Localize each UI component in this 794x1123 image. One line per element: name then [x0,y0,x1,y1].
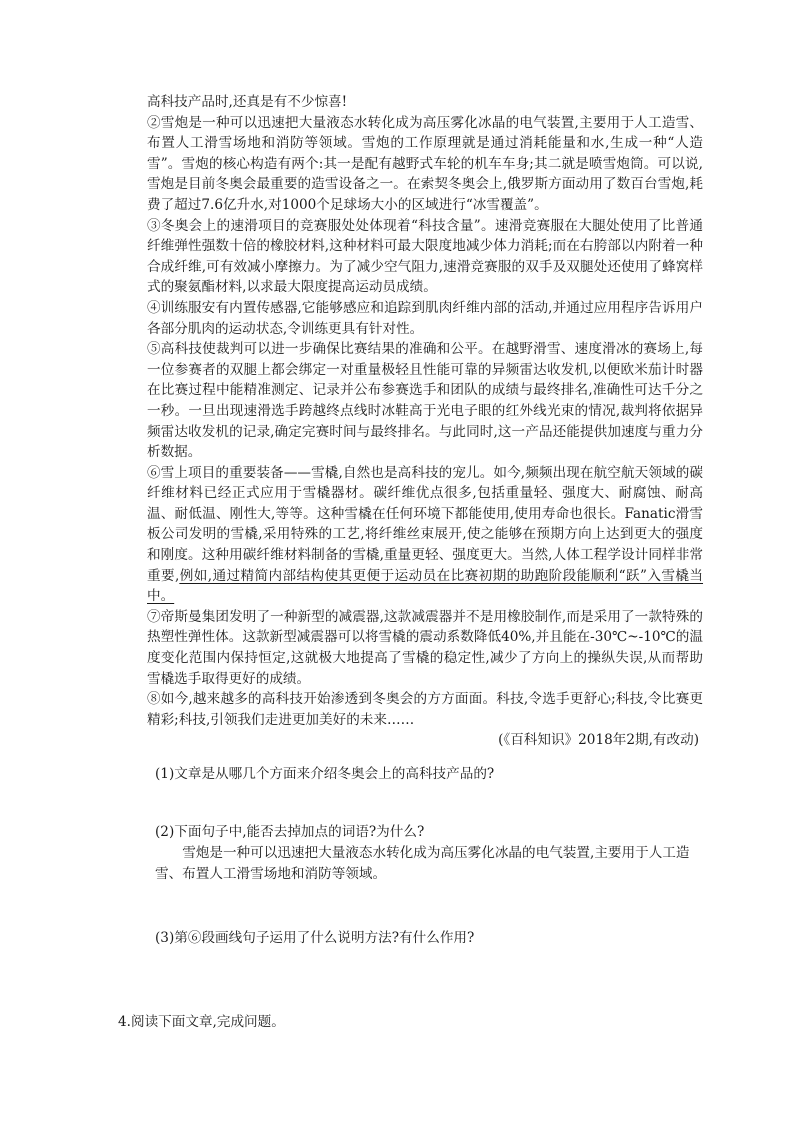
question-3 [155,928,700,949]
paragraph-5: ⑤高科技使裁判可以进一步确保比赛结果的准确和公平。在越野滑雪、速度滑冰的赛场上,每一位参赛者的双腿上都会绑定一对重量极轻且性能可靠的异频雷达收发机,以便欧米茄计时器在比赛过程中能精准测定、记录并公布参赛选手和团队的成绩与最终排名,准确性可达千分之一秒。一旦出现速滑选手跨越终点线时冰鞋高于光电子眼的红外线光束的情况,裁判将依据异频雷达收发机的记录,确定完赛时间与最终排名。与此同时,这一产品还能提供加速度与重力分析数据。 [147,341,703,461]
paragraph-1-tail: 高科技产品时,还真是有不少惊喜! [147,94,348,110]
question-2 [155,822,700,885]
next-task-heading: 4.阅读下面文章,完成问题。 [118,1014,285,1030]
article-body [147,92,703,751]
question-1 [155,764,700,785]
paragraph-3: ③冬奥会上的速滑项目的竞赛服处处体现着“科技含量”。速滑竞赛服在大腿处使用了比普通纤维弹性强数十倍的橡胶材料,这种材料可最大限度地减少体力消耗;而在右胯部以内附着一种合成纤维,可有效减小摩擦力。为了减少空气阻力,速滑竞赛服的双手及双腿处还使用了蜂窝样式的聚氨酯材料,以求最大限度提高运动员成绩。 [147,217,703,296]
paragraph-7: ⑦帝斯曼集团发明了一种新型的减震器,这款减震器并不是用橡胶制作,而是采用了一款特殊的热塑性弹性体。这款新型减震器可以将雪橇的震动系数降低40%,并且能在-30℃~-10℃的温度变化范围内保持恒定,这就极大地提高了雪橇的稳定性,减少了方向上的操纵失误,从而帮助雪橇选手取得更好的成绩。 [147,608,703,687]
paragraph-2: ②雪炮是一种可以迅速把大量液态水转化成为高压雾化冰晶的电气装置,主要用于人工造雪、布置人工滑雪场地和消防等领域。雪炮的工作原理就是通过消耗能量和水,生成一种“人造雪”。雪炮的核心构造有两个:其一是配有越野式车轮的机车车身;其二就是喷雪炮筒。可以说,雪炮是目前冬奥会最重要的造雪设备之一。在索契冬奥会上,俄罗斯方面动用了数百台雪炮,耗费了超过7.6亿升水,对1000个足球场大小的区域进行“冰雪覆盖”。 [147,114,703,213]
paragraph-4: ④训练服安有内置传感器,它能够感应和追踪到肌肉纤维内部的活动,并通过应用程序告诉用户各部分肌肉的运动状态,令训练更具有针对性。 [147,299,703,337]
question-3-text: (3)第⑥段画线句子运用了什么说明方法?有什么作用? [155,930,475,946]
paragraph-6-text: ⑥雪上项目的重要装备——雪橇,自然也是高科技的宠儿。如今,频频出现在航空航天领域的碳纤维材料已经正式应用于雪橇器材。碳纤维优点很多,包括重量轻、强度大、耐腐蚀、耐高温、耐低温、刚性大,等等。这种雪橇在任何环境下都能使用,使用寿命也很长。Fanatic滑雪板公司发明的雪橇,采用特殊的工艺,将纤维丝束展开,使之能够在预期方向上达到更大的强度和刚度。这种用碳纤维材料制备的雪橇,重量更轻、强度更大。当然,人体工程学设计同样非常重要, [147,464,703,584]
paragraph-6 [147,463,703,607]
question-2-text: (2)下面句子中,能否去掉加点的词语?为什么? [155,824,425,840]
question-1-text: (1)文章是从哪几个方面来介绍冬奥会上的高科技产品的? [155,766,495,782]
source-citation: (《百科知识》2018年2期,有改动) [498,732,699,749]
underlined-sentence: 例如,通过精简内部结构使其更便于运动员在比赛初期的助跑阶段能顺利“跃”入雪橇当中。 [147,567,704,605]
paragraph-8: ⑧如今,越来越多的高科技开始渗透到冬奥会的方方面面。科技,令选手更舒心;科技,令比赛更精彩;科技,引领我们走进更加美好的未来…… [147,691,703,728]
question-2-quote: 雪炮是一种可以迅速把大量液态水转化成为高压雾化冰晶的电气装置,主要用于人工造雪、布置人工滑雪场地和消防等领域。 [155,845,690,882]
